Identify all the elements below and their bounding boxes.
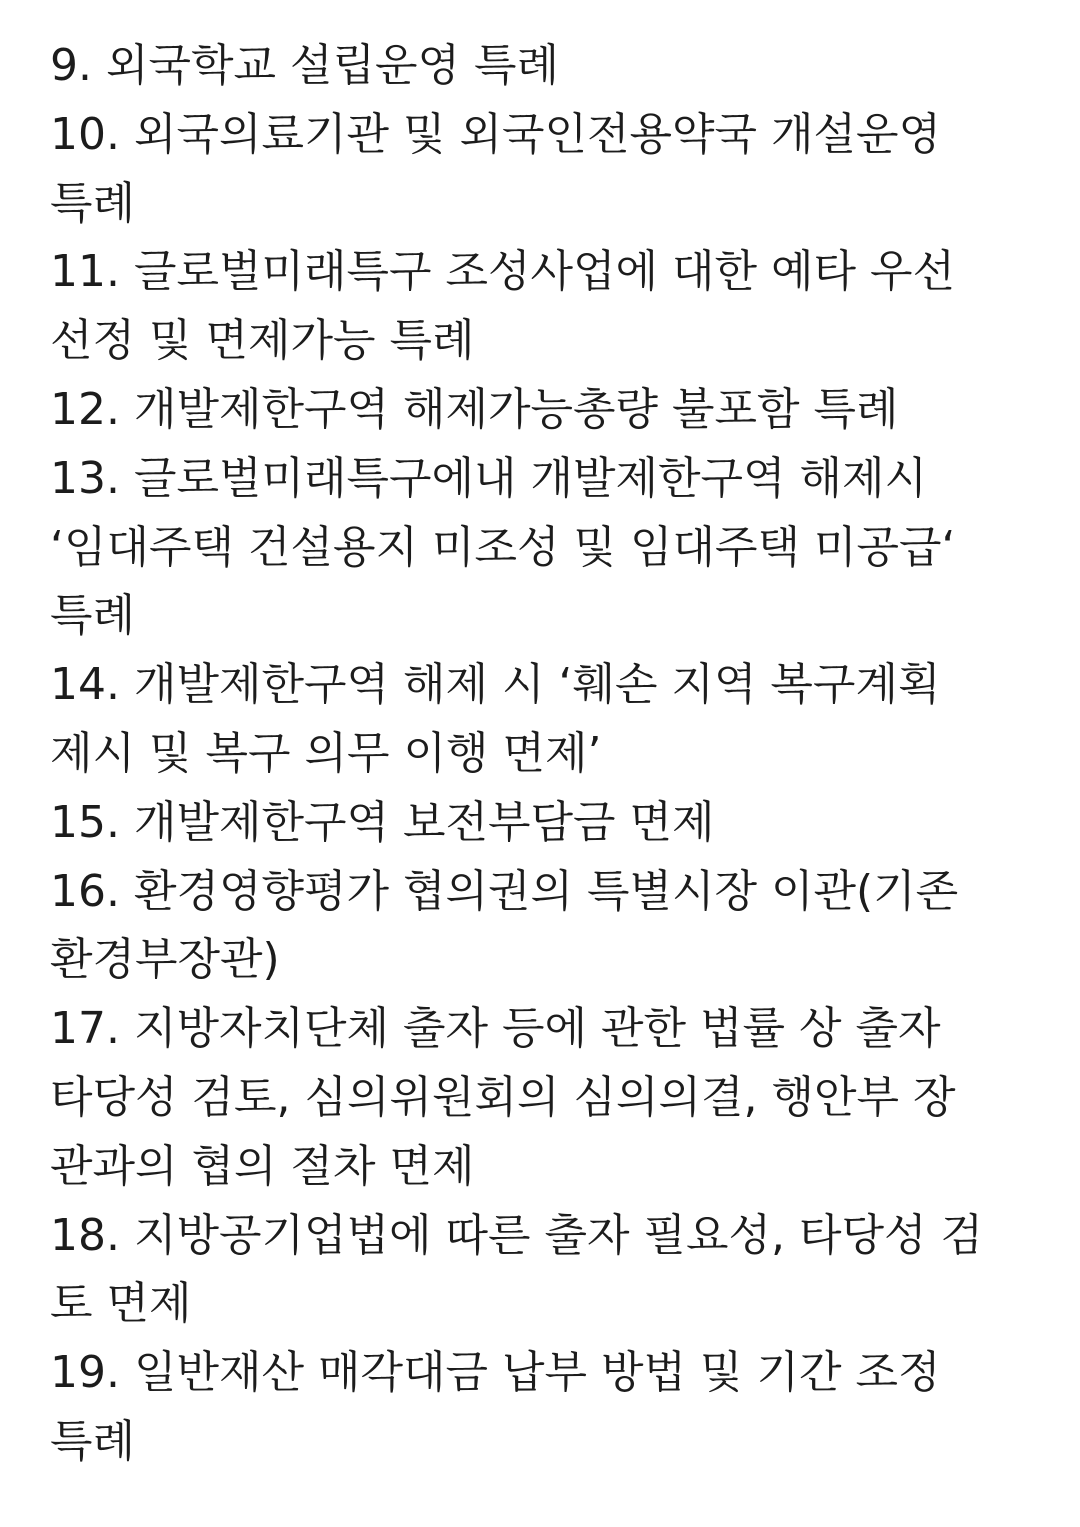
text-line: 타당성 검토, 심의위원회의 심의의결, 행안부 장 — [50, 1071, 956, 1123]
text-line: 환경부장관) — [50, 934, 280, 986]
text-line: 제시 및 복구 의무 이행 면제’ — [50, 727, 602, 779]
text-line: 특례 — [50, 590, 136, 642]
text-line: 13. 글로벌미래특구에내 개발제한구역 해제시 — [50, 452, 928, 504]
text-line: 10. 외국의료기관 및 외국인전용약국 개설운영 — [50, 108, 941, 160]
text-line: 18. 지방공기업법에 따른 출자 필요성, 타당성 검 — [50, 1209, 983, 1261]
text-line: 15. 개발제한구역 보전부담금 면제 — [50, 796, 715, 848]
text-line: 관과의 협의 절차 면제 — [50, 1140, 475, 1192]
text-line: 선정 및 면제가능 특례 — [50, 315, 475, 367]
text-line: 12. 개발제한구역 해제가능총량 불포함 특례 — [50, 383, 899, 435]
text-line: 9. 외국학교 설립운영 특례 — [50, 40, 559, 91]
text-line: ‘임대주택 건설용지 미조성 및 임대주택 미공급‘ — [50, 521, 956, 573]
text-line: 토 면제 — [50, 1278, 192, 1330]
document-text — [50, 32, 1050, 1477]
text-line: 17. 지방자치단체 출자 등에 관한 법률 상 출자 — [50, 1003, 941, 1055]
text-line: 14. 개발제한구역 해제 시 ‘훼손 지역 복구계획 — [50, 659, 941, 711]
text-line: 11. 글로벌미래특구 조성사업에 대한 예타 우선 — [50, 246, 955, 298]
text-line: 19. 일반재산 매각대금 납부 방법 및 기간 조정 — [50, 1347, 941, 1399]
text-line: 16. 환경영향평가 협의권의 특별시장 이관(기존 — [50, 865, 959, 917]
text-line: 특례 — [50, 177, 136, 229]
text-line: 특례 — [50, 1415, 136, 1467]
